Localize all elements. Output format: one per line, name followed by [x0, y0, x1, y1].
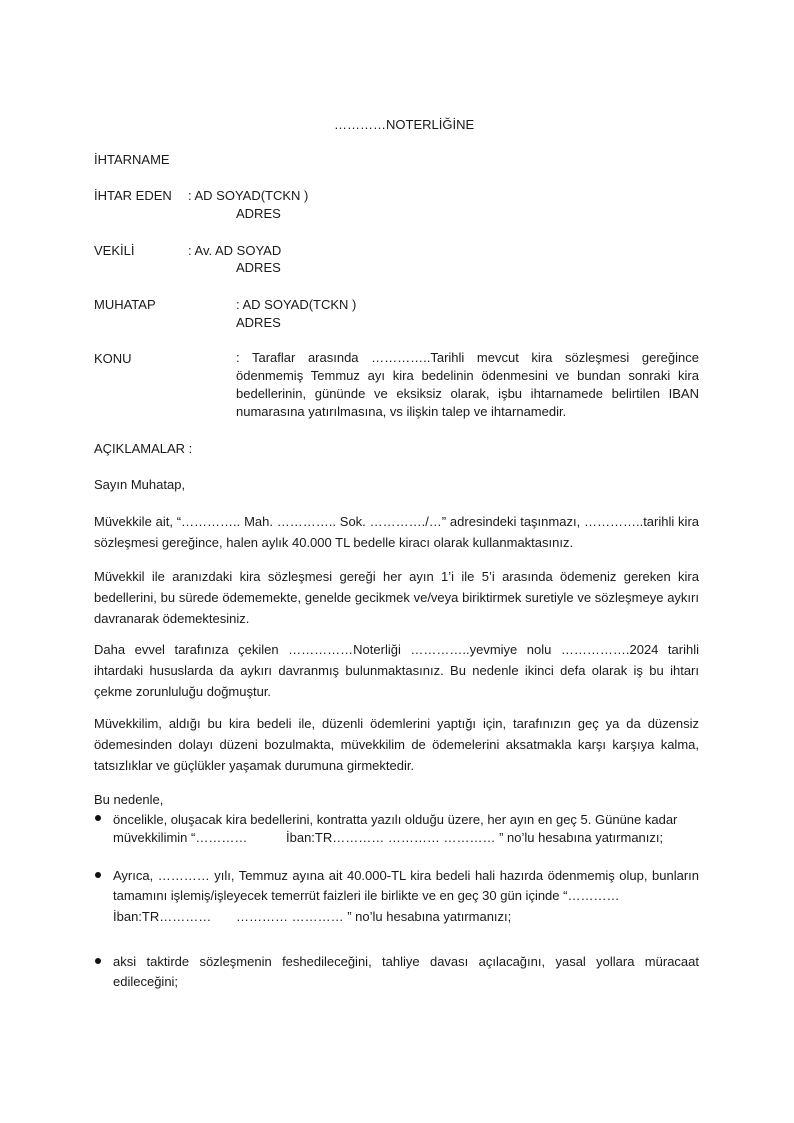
aciklamalar-heading: AÇIKLAMALAR : — [94, 441, 193, 456]
ihtar-eden-address: ADRES — [236, 206, 281, 221]
vekili-value: : Av. AD SOYAD — [188, 243, 282, 258]
paragraph-2: Müvekkil ile aranızdaki kira sözleşmesi gereği her ayın 1’i ile 5’i arasında ödemeniz gereken kira bedellerini, bu sürede ödememekte, genelde gecikmek ve/veya biriktirmek suretiyle ve sözleşmeye aykırı davranarak ödemektesiniz. — [94, 569, 699, 626]
greeting: Sayın Muhatap, — [94, 477, 186, 492]
bullet-1-line-2a: müvekkilimin “………… — [113, 830, 248, 845]
document-title: …………NOTERLİĞİNE — [334, 117, 475, 132]
paragraph-1: Müvekkile ait, “………….. Mah. ………….. Sok. …………./…” adresindeki taşınmazı, …………..tarihli kira sözleşmesi gereğince, halen aylık 40.000 TL bedelle kiracı olarak kullanmaktasınız. — [94, 514, 699, 550]
document-type: İHTARNAME — [94, 152, 170, 167]
bullet-2-line-1: Ayrıca, ………… yılı, Temmuz ayına ait 40.000-TL kira bedeli hali hazırda ödenmemiş olup, bunların tamamını işlemiş/işleyecek temerrüt faizleri ile birlikte ve en geç 30 gün içinde “………… — [113, 868, 699, 903]
bullet-3-text: aksi taktirde sözleşmenin feshedileceğini, tahliye davası açılacağını, yasal yollara müracaat edileceğini; — [113, 954, 699, 989]
paragraph-4: Müvekkilim, aldığı bu kira bedeli ile, düzenli ödemlerini yaptığı için, tarafınızın geç ya da düzensiz ödemesinden dolayı düzeni bozulmakta, müvekkilim de ödemelerini aksatmakla karşı karşıya kalma, tatsızlıklar ve güçlükler yaşamak durumuna girmektedir. — [94, 716, 699, 773]
vekili-label: VEKİLİ — [94, 243, 135, 258]
paragraph-3: Daha evvel tarafınıza çekilen ……………Noterliği …………..yevmiye nolu …………….2024 tarihli ihtardaki hususlarda da aykırı davranmış bulunmaktasınız. Bu nedenle ikinci defa olarak iş bu ihtarı çekme zorunluluğu doğmuştur. — [94, 642, 699, 699]
ihtar-eden-value: : AD SOYAD(TCKN ) — [188, 188, 309, 203]
bu-nedenle: Bu nedenle, — [94, 792, 164, 807]
muhatap-label: MUHATAP — [94, 297, 156, 312]
bullet-1-line-1: öncelikle, oluşacak kira bedellerini, kontratta yazılı olduğu üzere, her ayın en geç 5. Gününe kadar — [113, 812, 678, 827]
konu-text: : Taraflar arasında …………..Tarihli mevcut kira sözleşmesi gereğince ödenmemiş Temmuz ayı kira bedelinin ödenmesini ve bundan sonraki kira bedellerinin, gününde ve eksiksiz olarak, işbu ihtarnamede belirtilen IBAN numarasına yatırılmasına, vs ilişkin talep ve ihtarnamedir. — [236, 350, 699, 419]
bullet-icon — [95, 958, 101, 964]
bullet-icon — [95, 872, 101, 878]
muhatap-address: ADRES — [236, 315, 281, 330]
muhatap-value: : AD SOYAD(TCKN ) — [236, 297, 357, 312]
bullet-2-line-2a: İban:TR………… — [113, 909, 212, 924]
bullet-2-line-2b: ………… ………… ” no’lu hesabına yatırmanızı; — [236, 909, 512, 924]
bullet-icon — [95, 815, 101, 821]
vekili-address: ADRES — [236, 260, 281, 275]
konu-label: KONU — [94, 351, 132, 366]
ihtar-eden-label: İHTAR EDEN — [94, 188, 172, 203]
bullet-1-line-2b: İban:TR………… ………… ………… ” no’lu hesabına yatırmanızı; — [286, 830, 664, 845]
